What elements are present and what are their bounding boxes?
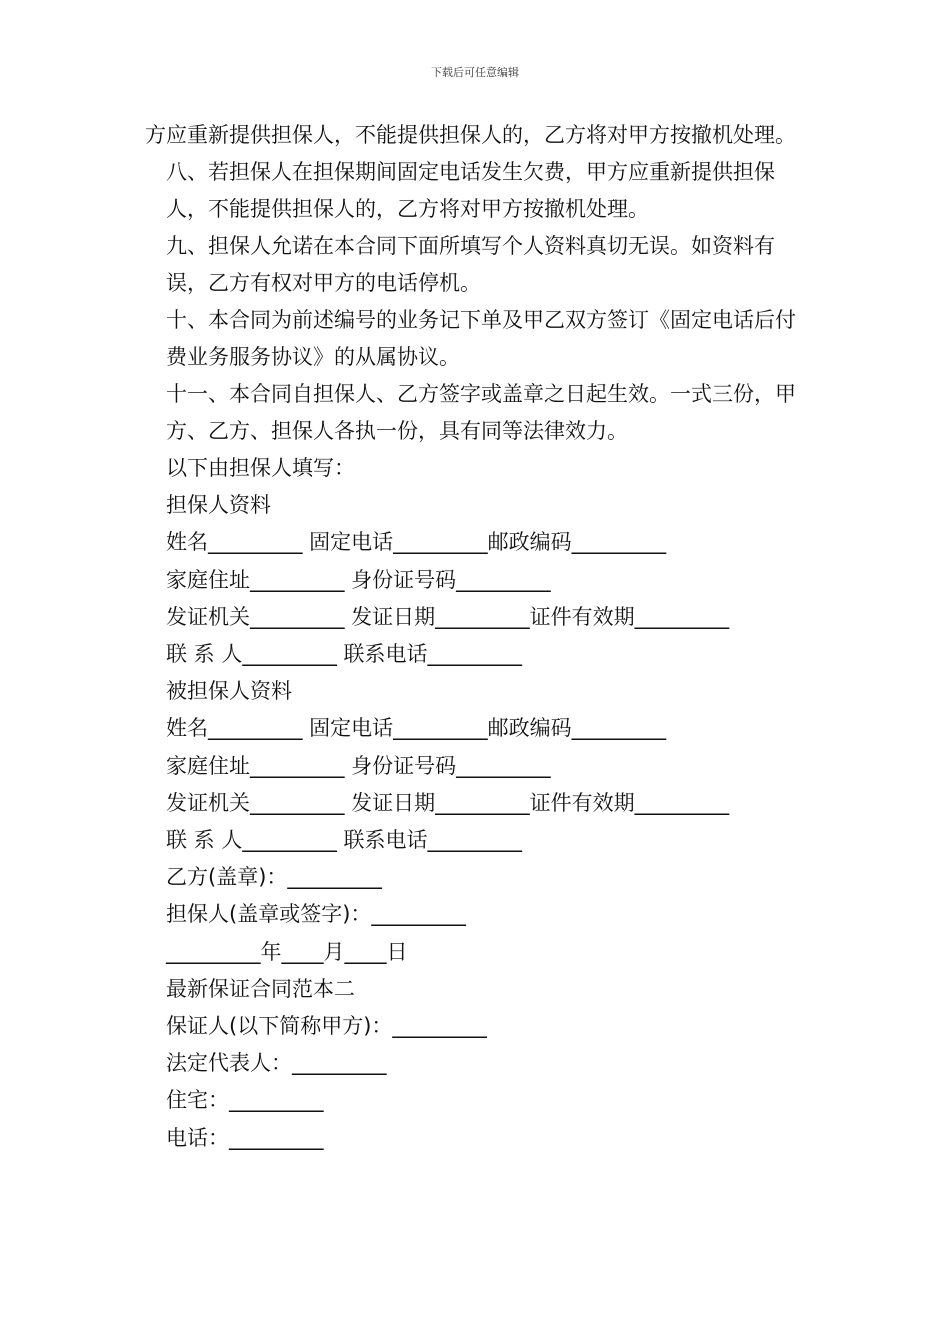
guarantor-id-issuer: 发证机关_________ 发证日期_________证件有效期_________ [166,604,730,629]
page-header: 下载后可任意编辑 [431,66,519,79]
guarantor-address-id: 家庭住址_________ 身份证号码_________ [166,567,551,592]
document-body [145,117,810,1157]
party-b-seal: 乙方(盖章)：_________ [166,865,382,890]
guaranteed-section-title: 被担保人资料 [166,679,292,704]
guarantor-section-title: 担保人资料 [166,493,271,518]
legal-representative: 法定代表人：_________ [166,1051,387,1076]
guaranteed-name-phone-postcode: 姓名_________ 固定电话_________邮政编码_________ [166,716,667,741]
paragraph-clause-11: 十一、本合同自担保人、乙方签字或盖章之日起生效。一式三份，甲方、乙方、担保人各执一份，具有同等法律效力。 [166,382,796,443]
guarantor-party-a: 保证人(以下简称甲方)：_________ [166,1014,487,1039]
guaranteed-id-issuer: 发证机关_________ 发证日期_________证件有效期_________ [166,790,730,815]
guarantor-contact: 联 系 人_________ 联系电话_________ [166,642,523,667]
paragraph-clause-10: 十、本合同为前述编号的业务记下单及甲乙双方签订《固定电话后付费业务服务协议》的从属协议。 [166,308,796,369]
paragraph-clause-8: 八、若担保人在担保期间固定电话发生欠费，甲方应重新提供担保人，不能提供担保人的，乙方将对甲方按撤机处理。 [166,160,775,221]
residence: 住宅：_________ [166,1088,324,1113]
template-two-title: 最新保证合同范本二 [166,976,355,1001]
guaranteed-address-id: 家庭住址_________ 身份证号码_________ [166,753,551,778]
telephone: 电话：_________ [166,1125,324,1150]
guaranteed-contact: 联 系 人_________ 联系电话_________ [166,828,523,853]
form-intro: 以下由担保人填写： [166,456,355,480]
guarantor-signature: 担保人(盖章或签字)：_________ [166,902,466,927]
guarantor-name-phone-postcode: 姓名_________ 固定电话_________邮政编码_________ [166,530,667,555]
paragraph-clause-9: 九、担保人允诺在本合同下面所填写个人资料真切无误。如资料有误，乙方有权对甲方的电话停机。 [166,234,775,295]
paragraph-continuation: 方应重新提供担保人，不能提供担保人的，乙方将对甲方按撤机处理。 [145,123,796,147]
signature-date: _________年____月____日 [166,939,408,964]
